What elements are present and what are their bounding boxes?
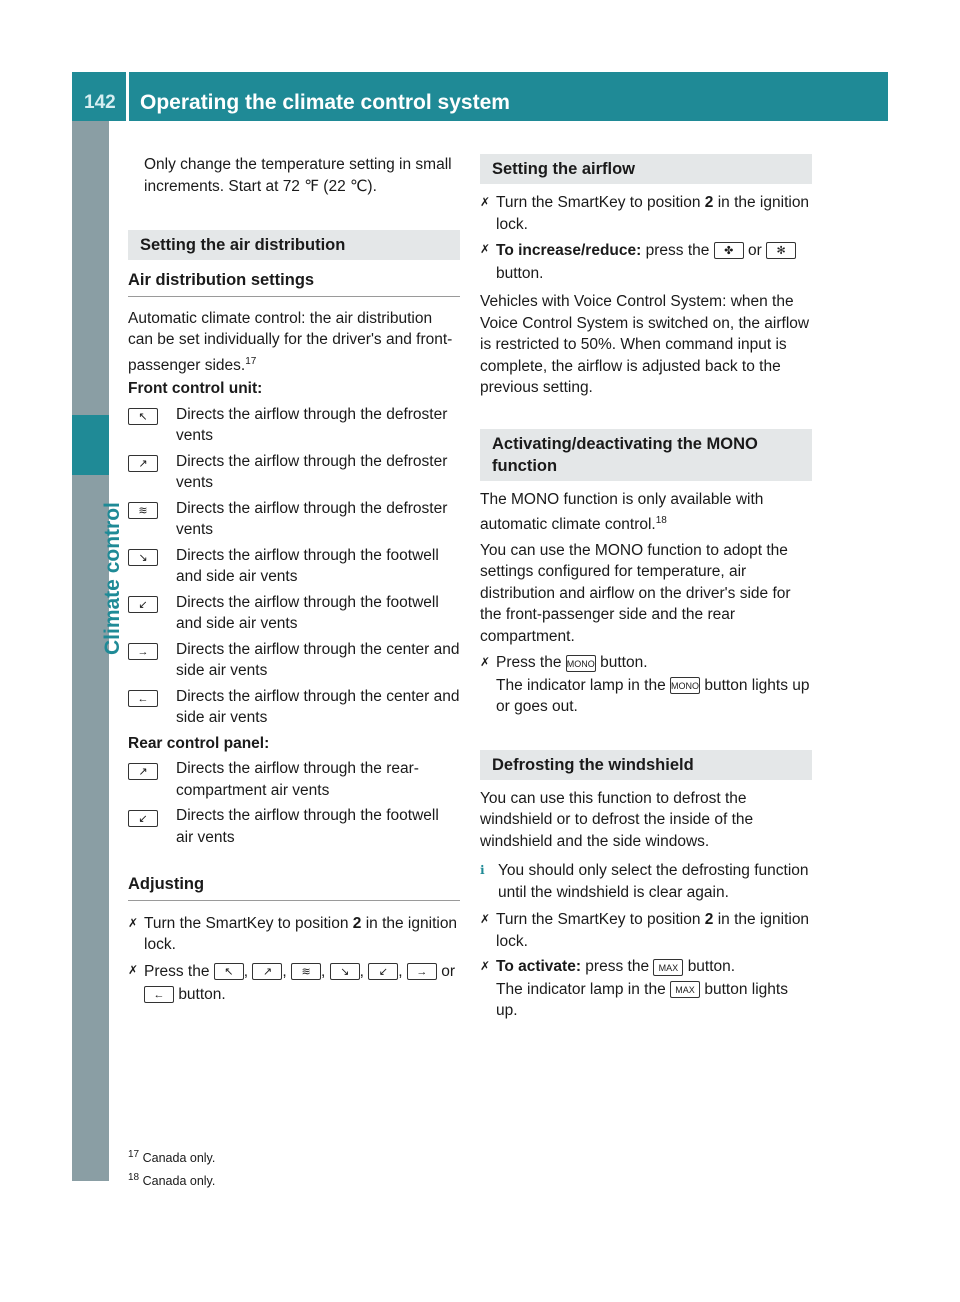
- list-item: ↘ Directs the airflow through the footwell and side air vents: [128, 545, 460, 588]
- footnotes: [128, 1145, 215, 1191]
- page-header: [72, 72, 888, 121]
- rear-control-list: [128, 758, 460, 848]
- step-arrow-icon: ✗: [128, 962, 139, 977]
- list-item: ← Directs the airflow through the center and side air vents: [128, 686, 460, 729]
- step-arrow-icon: ✗: [480, 242, 491, 256]
- mono-usage-para: You can use the MONO function to adopt the settings configured for temperature, air distribution and airflow on the driver's side for the front-passenger side and the rear compartment.: [480, 541, 791, 645]
- voice-control-para: Vehicles with Voice Control System: when the Voice Control System is switched on, the airflow is restricted to 50%. When command input is complete, the airflow is adjusted back to the previous setting.: [480, 293, 810, 396]
- step-item: ✗ Turn the SmartKey to position 2 in the ignition lock.: [128, 913, 460, 956]
- step-item: ✗ Press the ↖ , ↗ , ≋ , ↘ , ↙ , → or ← button.: [128, 960, 460, 1006]
- footnote-ref-18: 18: [655, 515, 667, 526]
- temperature-note: Only change the temperature setting in small increments. Start at 72 ℉ (22 ℃).: [144, 156, 452, 195]
- max-defrost-button-icon: MAX: [653, 959, 683, 976]
- list-item: ↙ Directs the airflow through the footwell air vents: [128, 805, 460, 848]
- rear-footwell-button-icon: ↙: [128, 810, 158, 827]
- step-item: ✗ Press the MONO button. The indicator lamp in the MONO button lights up or goes out.: [480, 652, 812, 718]
- defrost-lower-button-icon: ↗: [252, 963, 282, 980]
- defrost-para: You can use this function to defrost the windshield or to defrost the inside of the windshield and the side windows.: [480, 789, 754, 850]
- center-right-button-icon: ←: [144, 986, 174, 1003]
- center-right-button-icon: ←: [128, 690, 158, 707]
- footwell-right-button-icon: ↙: [368, 963, 398, 980]
- windshield-defrost-button-icon: ≋: [128, 502, 158, 519]
- step-arrow-icon: ✗: [480, 655, 491, 670]
- section-air-distribution: Setting the air distribution: [128, 230, 460, 260]
- step-item: ✗ To activate: press the MAX button. The indicator lamp in the MAX button lights up.: [480, 956, 812, 1022]
- mono-button-icon: MONO: [566, 655, 596, 672]
- rear-control-label: Rear control panel:: [128, 734, 270, 752]
- step-item: ✗ Turn the SmartKey to position 2 in the ignition lock.: [480, 192, 812, 235]
- mono-availability-para: The MONO function is only available with automatic climate control.$^{18}$: [480, 490, 764, 534]
- defrost-upper-button-icon: ↖: [214, 963, 244, 980]
- footwell-left-button-icon: ↘: [330, 963, 360, 980]
- mono-button-icon: MONO: [670, 677, 700, 694]
- front-control-list: [128, 404, 460, 729]
- list-item: ≋ Directs the airflow through the defroster vents: [128, 498, 460, 541]
- fan-decrease-button-icon: ✻: [766, 242, 796, 259]
- max-defrost-button-icon: MAX: [670, 981, 700, 998]
- info-icon: ℹ: [480, 863, 485, 878]
- defrost-lower-button-icon: ↗: [128, 455, 158, 472]
- front-control-label: Front control unit:: [128, 380, 263, 398]
- center-left-button-icon: →: [407, 963, 437, 980]
- windshield-defrost-button-icon: ≋: [291, 963, 321, 980]
- left-column: [128, 154, 460, 1006]
- side-tab-marker: [72, 415, 109, 475]
- list-item: ↙ Directs the airflow through the footwell and side air vents: [128, 592, 460, 635]
- fan-increase-button-icon: ✤: [714, 242, 744, 259]
- list-item: → Directs the airflow through the center and side air vents: [128, 639, 460, 682]
- footnote-ref-17: 17: [245, 355, 257, 367]
- step-arrow-icon: ✗: [480, 912, 491, 927]
- step-arrow-icon: ✗: [480, 195, 491, 209]
- list-item: ↖ Directs the airflow through the defroster vents: [128, 404, 460, 447]
- right-column: [480, 154, 812, 1022]
- footnote-17: $^{17}$ Canada only.: [128, 1149, 216, 1166]
- defrost-upper-button-icon: ↖: [128, 408, 158, 425]
- page-title: Operating the climate control system: [140, 91, 510, 114]
- chapter-label: Climate control: [101, 502, 124, 655]
- footnote-18: $^{18}$ Canada only.: [128, 1172, 216, 1189]
- footwell-right-button-icon: ↙: [128, 596, 158, 613]
- section-mono-function: Activating/deactivating the MONO function: [480, 429, 812, 481]
- footwell-left-button-icon: ↘: [128, 549, 158, 566]
- step-arrow-icon: ✗: [128, 915, 139, 930]
- header-divider: [126, 72, 129, 121]
- list-item: ↗ Directs the airflow through the rear-compartment air vents: [128, 758, 460, 801]
- step-arrow-icon: ✗: [480, 959, 491, 974]
- info-note: ℹ You should only select the defrosting function until the windshield is clear again.: [480, 860, 812, 903]
- list-item: ↗ Directs the airflow through the defroster vents: [128, 451, 460, 494]
- page-number: 142: [84, 92, 116, 113]
- subheading-air-distribution-settings: Air distribution settings: [128, 270, 460, 297]
- center-left-button-icon: →: [128, 643, 158, 660]
- section-defrost-windshield: Defrosting the windshield: [480, 750, 812, 780]
- step-item: ✗ To increase/reduce: press the ✤ or ✻ button.: [480, 239, 812, 285]
- section-airflow: Setting the airflow: [480, 154, 812, 184]
- subheading-adjusting: Adjusting: [128, 874, 460, 901]
- rear-vent-button-icon: ↗: [128, 763, 158, 780]
- air-distribution-para: Automatic climate control: the air distribution can be set individually for the driver's and front-passenger sides.$^{17}$: [128, 309, 453, 374]
- step-item: ✗ Turn the SmartKey to position 2 in the ignition lock.: [480, 909, 812, 952]
